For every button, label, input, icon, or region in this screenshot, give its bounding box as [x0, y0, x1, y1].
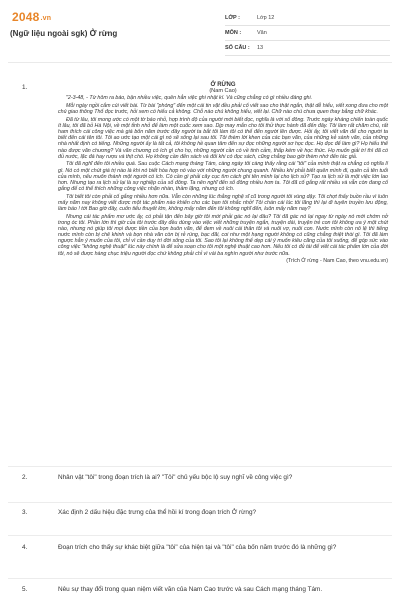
question-text: Đoạn trích cho thấy sự khác biệt giữa "tôi" của hiện tại và "tôi" của bốn năm trước đó là những gì? [58, 544, 337, 551]
question-number: 3. [22, 509, 28, 516]
story-paragraph: Nhưng cái tác phẩm mơ ước ấy, có phải tận đến bây giờ tôi mới phải gác nó lại đâu? Tôi đã gác nó lại ngay từ ngày nó mới chớm nở trong óc tôi. Phần lớn thì giờ của tôi trước đây đều dùng vào việc viết những truyện ngắn, truyện dài, truyện trẻ con tôi không ưa ý một chút nào, nhưng nó giúp tôi mọi được tiền của bọn buôn văn, để đem về nuôi cái thân tôi và nuôi vợ, nuôi con. Nước mình còn nô lệ thì tiếng nước mình còn bị chê khinh và bọn nhà văn còn bị rẻ rúng, bạc đãi, coi như một hạng người không có cũng chẳng thiệt thòi gì. Tôi đã làm ngược hẳn ý muốn của tôi, chỉ vì cần duy trì đời sống của tôi. Sao tôi lại không thể dẹp cái ý muốn kiêu căng của tôi xuống, để góp sức vào công việc "không nghệ thuật" lúc này chính là để sửa soạn cho tôi một nghệ thuật cao hơn. Nếu tôi có đủ tài để viết cái tác phẩm lớn của đời tôi, nó sẽ được hàng chục triệu người đọc chứ không phải chỉ vì vài ba nghìn người như trước nữa. [58, 213, 388, 257]
meta-row-count [225, 41, 390, 56]
question-text: Xác định 2 dấu hiệu đặc trưng của thể hồi kí trong đoạn trích Ở rừng? [58, 509, 257, 516]
question-number: 2. [22, 474, 28, 481]
story-paragraph: Mỗi ngày ngồi cắm cúi viết bài. Từ bài "phóng" đến một cái tin vặt đều phải cố viết sao cho thật ngắn, thật dễ hiểu, viết xong đưa cho một chú giao thông Thổ đọc trước, hỏi xem có hiểu cả không. Chỗ nào chú không hiểu, viết lại. Chữ nào chú chưa quen thay bằng chữ khác. [58, 102, 388, 116]
meta-value: 13 [257, 45, 264, 51]
meta-row-class [225, 11, 390, 26]
meta-table [225, 11, 390, 56]
story-paragraph: Đã từ lâu, tôi mong ước có một tờ báo nhỏ, hợp trình độ của người mới biết đọc, nghĩa là với số đông. Trước ngày kháng chiến toàn quốc ít lâu, tôi đã bỏ Hà Nội, về một tỉnh nhỏ để làm một cuốc xem sao. Dịp may mắn cho tôi thử thực hành đã đến đây. Tôi làm rất chăm chú, rất ham thích cái công việc mà giá bốn năm trước đây người ta bắt tôi làm tôi có thể đến người lên được. Hồi ấy, tôi viết văn để cho người ta biết đến cái tên tôi. Tôi ao ước tạo một cái gì nó sẽ sống lại sau tôi. Tôi thèm lời khen của các bạn văn, của những kẻ sành văn, của những nhà nhất định có tiếng. Những người ấy là tất cả, tôi không hề quan tâm đến sự đọc những người sơ học đọc. Họ đọc để làm gì? Họ hiểu thế nào được văn chương? Và văn chương có ích gì cho họ, những người cần có về tinh cảm, thấp kém về học thức. Họ muốn giải trí thì đã có đủ nước, lặc đá hay rượu và thịt chó. Họ không cần đến sách và đối khi có đọc sách, cũng chẳng bao giờ thèm nhớ đến tác giả. [58, 116, 388, 160]
page-header [0, 0, 400, 60]
question-divider [8, 535, 392, 536]
meta-row-subject [225, 26, 390, 41]
meta-value: Lớp 12 [257, 15, 275, 21]
story-excerpt [58, 82, 388, 264]
page-title: (Ngữ liệu ngoài sgk) Ở rừng [10, 29, 118, 38]
logo-main: 2048 [12, 10, 40, 24]
story-paragraph: Tôi đã nghĩ đến tôi nhiều quá. Sau cuộc Cách mạng tháng Tám, càng ngày tôi càng thấy rằng cái "tôi" của mình thật ra chẳng có nghĩa lí gì. Nó có một chút giá trị nào là khi nó biết hòa hợp nó vào với những người chung quanh. Nhiều khi phải biết quên mình đi, quên cả tên tuổi của mình, nếu muốn thành một người có ích. Có cần gì phải cây cục tìm cách ghi tên mình lại cho lịch sử? Tạo ra lịch sử là một việc lớn lao hơn. Nhưng tạo ra lịch sử lại là sự nghiệp của số đông. Ta nên nghĩ đến số đông nhiều hơn ta. Tôi đã cố gắng rất nhiều và vẫn còn đang cố gắng để có thể thích những công việc nhặn nhàn, thầm lặng, nhưng có ích. [58, 161, 388, 192]
question-divider [8, 502, 392, 503]
logo-suffix: .vn [40, 15, 52, 22]
header-divider [8, 62, 392, 63]
question-number: 5. [22, 586, 28, 593]
question-divider [8, 466, 392, 467]
question-divider [8, 578, 392, 579]
meta-key: SỐ CÂU : [225, 45, 250, 51]
meta-value: Văn [257, 30, 267, 36]
story-paragraph: Tôi biết tôi còn phải cố gắng nhiều hơn nữa. Vẫn còn những lúc thằng nghệ sĩ cũ trong người tôi vùng dậy. Tôi chợt thấy buồn rầu vì luôn mấy năm nay không viết được một tác phẩm nào khiến cho các bạn tôi nhắc nhở! Tôi chán cái lúc tôi lăng thì lại đi tuyên truyền lưu động, làm báo ! tới Bao giờ đây, cuốn tiểu thuyết lớn, không mấy năm đến tôi không nghĩ đến, luôn mấy năm nay? [58, 193, 388, 212]
story-title: Ở RỪNG [210, 82, 236, 88]
question-text: Nhân vật "tôi" trong đoạn trích là ai? "Tôi" chủ yếu bộc lộ suy nghĩ về công việc gì? [58, 474, 293, 481]
story-source: (Trích Ở rừng - Nam Cao, theo vnu.edu.vn) [286, 258, 388, 265]
question-text: Nêu sự thay đổi trong quan niệm viết văn của Nam Cao trước và sau Cách mạng tháng Tám. [58, 586, 323, 593]
story-paragraph: "2-3-48, - Từ hôm ra báo, bận nhiều việc, quên hẳn việc ghi nhật kí. Và cũng chẳng có gì nhiều đáng ghi. [66, 95, 313, 102]
story-author: (Nam Cao) [209, 88, 237, 95]
question-number: 1. [22, 84, 28, 91]
meta-key: MÔN : [225, 30, 242, 36]
site-logo[interactable] [12, 10, 51, 24]
meta-key: LỚP : [225, 15, 240, 21]
question-number: 4. [22, 544, 28, 551]
